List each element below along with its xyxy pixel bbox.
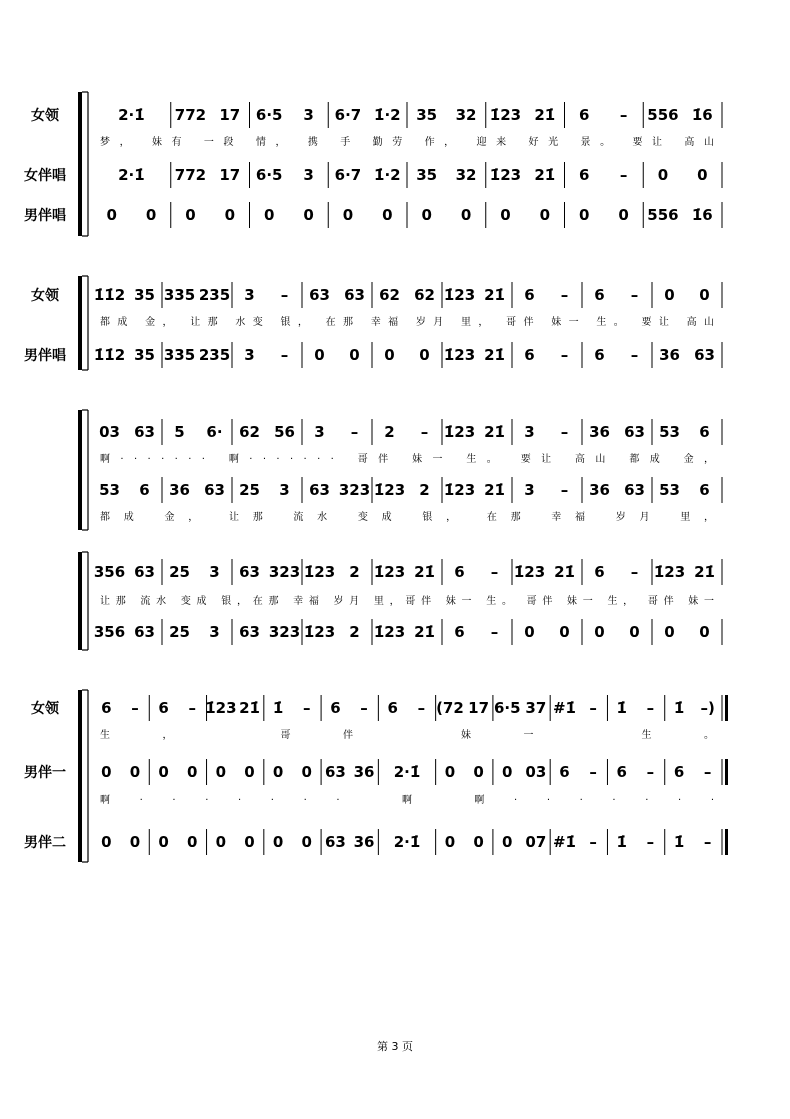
note-group: – (350, 423, 359, 441)
note-group: 772 (174, 166, 207, 184)
note-group: 03 (99, 423, 120, 441)
note-group: – (560, 423, 569, 441)
note-group: 0 (101, 833, 112, 851)
note-group: 21̇ (554, 563, 575, 581)
note-group: – (560, 481, 569, 499)
note-group: 2 (349, 623, 360, 641)
note-group: 21̇ (414, 623, 435, 641)
note-group: 6 (101, 699, 112, 717)
note-group: 0 (244, 763, 255, 781)
note-group: – (646, 763, 655, 781)
note-group: – (280, 286, 289, 304)
note-group: 1̇23 (303, 563, 336, 581)
note-group: 3 (244, 346, 255, 364)
note-group: 356 (93, 563, 126, 581)
note-group: 21̇ (484, 423, 505, 441)
note-group: 35 (416, 166, 438, 184)
note-group: – (630, 286, 639, 304)
note-group: 6 (524, 286, 535, 304)
note-group: 0 (263, 206, 275, 224)
final-bar-line (725, 695, 728, 721)
note-group: 0 (460, 206, 472, 224)
note-group: – (490, 623, 499, 641)
final-bar-line (725, 829, 728, 855)
part-label: 女伴唱 (24, 168, 66, 184)
note-group: – (646, 833, 655, 851)
note-group: 0 (215, 833, 227, 851)
note-group: 3 (209, 623, 220, 641)
note-group: 62 (239, 423, 260, 441)
note-group: 3 (524, 423, 535, 441)
note-group: 21̇ (484, 481, 505, 499)
note-group: 335 (163, 346, 196, 364)
lyric-line: 都成 金， 让那 流水 变成 银， 在那 幸福 岁月 里， (100, 512, 714, 523)
note-group: 1̇23 (443, 346, 476, 364)
note-group: 1̇23 (373, 481, 406, 499)
note-group: 36 (589, 423, 610, 441)
note-group: 0 (500, 206, 511, 224)
note-group: 0 (539, 206, 551, 224)
note-group: 6 (594, 563, 605, 581)
note-group: 6· (206, 423, 223, 441)
note-group: 25 (169, 563, 190, 581)
note-group: 2·1̇ (393, 763, 421, 781)
note-group: 36 (353, 833, 375, 851)
note-group: 62 (379, 286, 400, 304)
note-group: 0 (301, 763, 312, 781)
note-group: 6 (559, 763, 570, 781)
note-group: 6 (594, 286, 605, 304)
note-group: 3 (209, 563, 220, 581)
note-group: 1̇23 (489, 166, 522, 184)
note-group: 53 (99, 481, 120, 499)
note-group: 0 (303, 206, 314, 224)
note-group: 6·7 (334, 106, 362, 124)
note-group: 63 (134, 423, 155, 441)
note-group: 2·1̇ (393, 833, 421, 851)
system-bracket (78, 690, 82, 862)
note-group: – (188, 699, 196, 717)
note-group: 0 (244, 833, 255, 851)
note-group: 32 (455, 166, 477, 184)
part-label: 男伴唱 (24, 208, 66, 224)
part-label: 男伴一 (24, 765, 66, 781)
note-group: – (560, 286, 569, 304)
note-group: 36 (659, 346, 680, 364)
note-group: 6·5 (255, 166, 283, 184)
part-label: 女领 (31, 701, 59, 717)
system-bracket (78, 552, 82, 650)
note-group: 0 (699, 623, 710, 641)
note-group: 5 (174, 423, 185, 441)
note-group: 07 (525, 833, 547, 851)
note-group: –) (700, 699, 715, 717)
note-group: – (630, 563, 639, 581)
note-group: 6 (454, 623, 465, 641)
note-group: – (646, 699, 655, 717)
note-group: 1̇6 (691, 106, 713, 124)
note-group: 0 (697, 166, 708, 184)
note-group: – (703, 763, 712, 781)
note-group: 63 (624, 481, 645, 499)
lyric-line: 啊······· 啊 啊······· (100, 795, 714, 806)
note-group: 6 (578, 166, 590, 184)
note-group: 0 (101, 763, 112, 781)
note-group: 63 (134, 623, 155, 641)
note-group: 356 (93, 623, 126, 641)
note-group: 03 (525, 763, 547, 781)
note-group: 0 (502, 763, 513, 781)
note-group: 36 (169, 481, 190, 499)
note-group: 0 (272, 763, 284, 781)
note-group: 17 (219, 106, 241, 124)
note-group: 0 (301, 833, 312, 851)
note-group: 21̇ (534, 106, 556, 124)
note-group: 0 (524, 623, 535, 641)
note-group: 37 (525, 699, 547, 717)
note-group: 0 (106, 206, 117, 224)
note-group: 2·1̇ (118, 106, 145, 124)
note-group: 0 (629, 623, 640, 641)
note-group: 6 (330, 699, 341, 717)
note-group: – (703, 833, 712, 851)
note-group: – (280, 346, 289, 364)
note-group: – (630, 346, 639, 364)
note-group: 1̇23 (303, 623, 336, 641)
note-group: 35 (134, 346, 155, 364)
note-group: 63 (324, 833, 346, 851)
note-group: 6·5 (255, 106, 283, 124)
note-group: 6 (387, 699, 398, 717)
part-label: 女领 (31, 108, 59, 124)
note-group: 1̇ (272, 699, 284, 717)
note-group: 0 (224, 206, 236, 224)
note-group: 63 (344, 286, 365, 304)
note-group: 6 (139, 481, 150, 499)
note-group: 6 (578, 106, 590, 124)
note-group: 0 (444, 763, 456, 781)
note-group: 0 (578, 206, 590, 224)
note-group: 335 (163, 286, 196, 304)
note-group: 0 (594, 623, 605, 641)
note-group: 3 (314, 423, 325, 441)
note-group: – (589, 833, 597, 851)
note-group: 3 (524, 481, 535, 499)
note-group: 35 (134, 286, 155, 304)
note-group: 63 (324, 763, 346, 781)
note-group: 0 (314, 346, 325, 364)
lyric-line: 都成 金， 让那 水变 银， 在那 幸福 岁月 里， 哥伴 妹一 生。 要让 高山 (100, 317, 714, 328)
note-group: 235 (198, 346, 231, 364)
note-group: 1̇23 (443, 423, 476, 441)
note-group: #1̇ (552, 699, 577, 717)
note-group: 1̇1̇2 (93, 346, 126, 364)
note-group: 1̇6 (691, 206, 713, 224)
lyric-line: 梦， 妹有 一段 情， 携 手 勤劳 作， 迎来 好光 景。 要让 高山 (100, 137, 715, 148)
note-group: 1̇23 (653, 563, 686, 581)
note-group: 32 (455, 106, 477, 124)
page-number: 第 3 页 (377, 1040, 413, 1053)
note-group: 21̇ (239, 699, 260, 717)
note-group: 323 (338, 481, 371, 499)
system-bracket (78, 276, 82, 370)
note-group: 2 (349, 563, 360, 581)
note-group: 6 (699, 423, 710, 441)
note-group: 0 (473, 833, 484, 851)
system-bracket (78, 92, 82, 236)
note-group: 0 (342, 206, 354, 224)
note-group: 25 (239, 481, 260, 499)
note-group: 6 (594, 346, 605, 364)
note-group: 63 (204, 481, 225, 499)
note-group: 1̇23 (443, 286, 476, 304)
note-group: 0 (473, 763, 484, 781)
note-group: – (619, 166, 628, 184)
note-group: 3 (279, 481, 290, 499)
note-group: 21̇ (694, 563, 715, 581)
note-group: 0 (618, 206, 629, 224)
lyric-line: 生， 哥伴 妹一 生。 (100, 730, 714, 741)
note-group: (72 (436, 699, 464, 717)
part-label: 男伴二 (24, 835, 66, 851)
note-group: 6·7 (334, 166, 362, 184)
note-group: 63 (134, 563, 155, 581)
note-group: 1̇23 (443, 481, 476, 499)
note-group: 0 (502, 833, 513, 851)
note-group: 0 (215, 763, 227, 781)
note-group: 0 (559, 623, 570, 641)
note-group: 0 (419, 346, 430, 364)
note-group: 6 (699, 481, 710, 499)
note-group: 0 (145, 206, 157, 224)
note-group: 1̇ (616, 833, 627, 851)
note-group: 1̇ (616, 699, 627, 717)
note-group: 35 (416, 106, 438, 124)
note-group: 6 (673, 763, 685, 781)
note-group: – (417, 699, 426, 717)
note-group: 17 (468, 699, 490, 717)
note-group: – (619, 106, 628, 124)
note-group: 21̇ (534, 166, 556, 184)
note-group: 63 (624, 423, 645, 441)
note-group: 1̇23 (205, 699, 237, 717)
note-group: 21̇ (484, 286, 505, 304)
note-group: 323 (268, 563, 301, 581)
note-group: 1̇ (673, 833, 685, 851)
note-group: – (490, 563, 499, 581)
note-group: 0 (158, 833, 169, 851)
note-group: 6 (454, 563, 465, 581)
note-group: 1̇1̇2 (93, 286, 126, 304)
part-label: 女领 (31, 288, 59, 304)
note-group: 0 (699, 286, 710, 304)
note-group: – (360, 699, 368, 717)
note-group: – (589, 699, 597, 717)
note-group: 53 (659, 423, 680, 441)
note-group: #1̇ (552, 833, 577, 851)
note-group: – (131, 699, 139, 717)
note-group: 0 (384, 346, 395, 364)
note-group: – (560, 346, 569, 364)
note-group: 0 (664, 623, 675, 641)
note-group: 0 (349, 346, 360, 364)
note-group: 36 (589, 481, 610, 499)
note-group: 17 (219, 166, 241, 184)
note-group: – (589, 763, 597, 781)
note-group: 1̇23 (489, 106, 522, 124)
lyric-line: 啊······· 啊······· 哥伴 妹一 生。 要让 高山 都成 金， (100, 454, 714, 465)
note-group: 63 (309, 286, 330, 304)
note-group: 21̇ (414, 563, 435, 581)
note-group: 53 (659, 481, 680, 499)
note-group: – (420, 423, 429, 441)
note-group: 0 (444, 833, 456, 851)
note-group: 25 (169, 623, 190, 641)
note-group: 2·1̇ (118, 166, 145, 184)
note-group: 0 (657, 166, 669, 184)
note-group: 0 (382, 206, 393, 224)
note-group: 62 (414, 286, 435, 304)
note-group: 1̇·2 (374, 166, 401, 184)
note-group: 6 (158, 699, 169, 717)
lyric-line: 让那 流水 变成 银，在那 幸福 岁月 里，哥伴 妹一 生。 哥伴 妹一 生， 哥伴 妹一 (100, 596, 714, 607)
note-group: 556 (647, 106, 679, 124)
final-bar-line (725, 759, 728, 785)
note-group: 0 (664, 286, 675, 304)
note-group: 63 (309, 481, 330, 499)
note-group: 36 (353, 763, 375, 781)
note-group: 0 (158, 763, 169, 781)
note-group: 0 (185, 206, 196, 224)
note-group: 6 (616, 763, 627, 781)
note-group: 1̇23 (513, 563, 546, 581)
note-group: 3 (244, 286, 255, 304)
note-group: 56 (274, 423, 295, 441)
note-group: 63 (239, 623, 260, 641)
note-group: 63 (694, 346, 715, 364)
note-group: 3 (303, 106, 314, 124)
note-group: 0 (187, 763, 198, 781)
part-label: 男伴唱 (24, 348, 66, 364)
note-group: 1̇23 (373, 563, 406, 581)
note-group: 3 (303, 166, 314, 184)
note-group: 6 (524, 346, 535, 364)
note-group: 1̇23 (373, 623, 406, 641)
note-group: 2 (419, 481, 430, 499)
note-group: 0 (187, 833, 198, 851)
note-group: 1̇·2 (374, 106, 401, 124)
system-bracket (78, 410, 82, 530)
note-group: 6·5 (493, 699, 521, 717)
note-group: 0 (272, 833, 284, 851)
note-group: 0 (129, 763, 141, 781)
note-group: 0 (129, 833, 141, 851)
note-group: 21̇ (484, 346, 505, 364)
note-group: 63 (239, 563, 260, 581)
note-group: 235 (198, 286, 231, 304)
note-group: 2 (384, 423, 395, 441)
note-group: 1̇ (673, 699, 685, 717)
note-group: – (303, 699, 311, 717)
note-group: 772 (174, 106, 207, 124)
note-group: 556 (647, 206, 679, 224)
note-group: 323 (268, 623, 301, 641)
note-group: 0 (421, 206, 432, 224)
